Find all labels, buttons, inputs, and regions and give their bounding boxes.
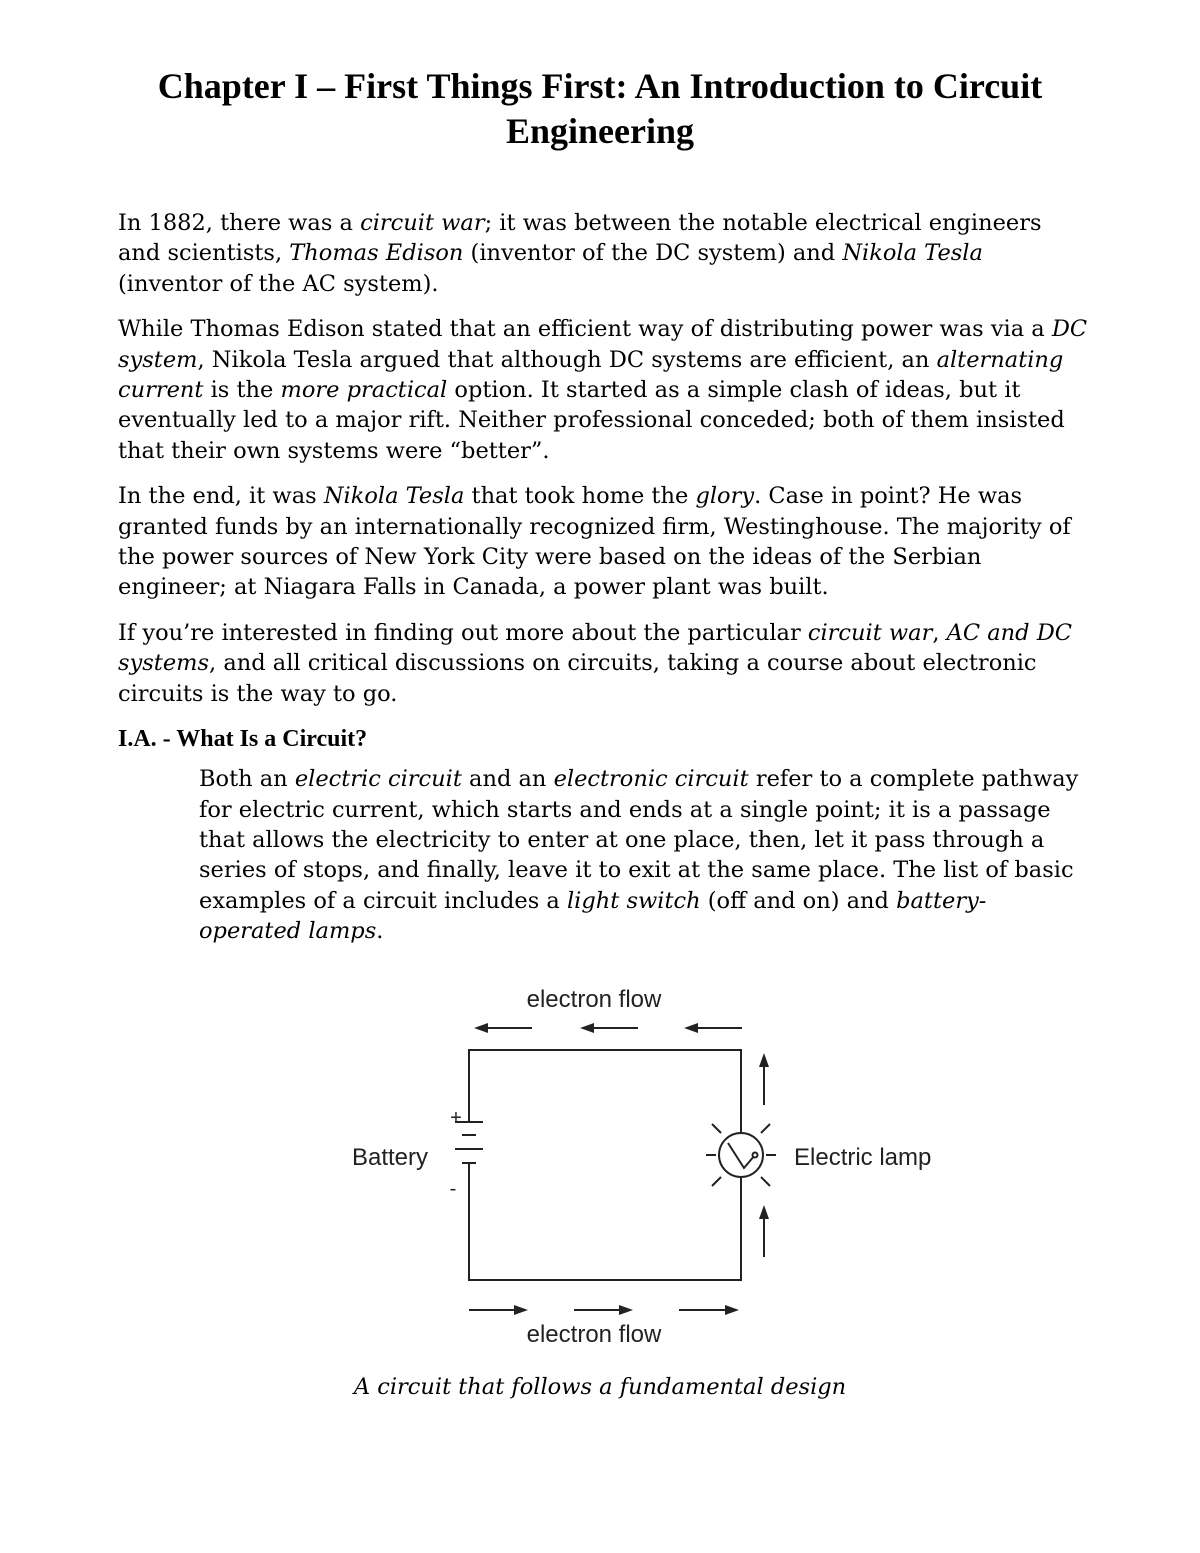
bottom-flow-arrows <box>469 1305 739 1315</box>
italic-text-run: glory <box>695 483 755 510</box>
text-run: In the end, it was <box>118 483 324 510</box>
text-run: that took home the <box>464 483 696 510</box>
top-arrow-1 <box>474 1023 532 1033</box>
text-run: If you’re interested in finding out more about the particular <box>118 619 808 646</box>
paragraph-5 <box>199 764 1088 946</box>
section-heading: I.A. - What Is a Circuit? <box>118 726 368 753</box>
bottom-arrow-1 <box>469 1305 528 1315</box>
circuit-diagram-svg <box>300 975 1000 1345</box>
text-run: . Case in point? He was granted funds by an internationally recognized firm, Westinghouse. The majority of the power sources of New York City were based on the ideas of the Serbian engineer; at Niagara Falls in Canada, a power plant was built. <box>118 483 1071 601</box>
lamp-label: Electric lamp <box>794 1144 932 1171</box>
figure-caption: A circuit that follows a fundamental design <box>353 1374 847 1400</box>
top-flow-arrows <box>474 1023 742 1033</box>
italic-text-run: Nikola Tesla <box>323 483 465 510</box>
paragraph-4 <box>118 618 1088 709</box>
battery-label: Battery <box>351 1144 428 1171</box>
italic-text-run: more practical <box>280 377 448 404</box>
italic-text-run: light switch <box>566 887 701 914</box>
bottom-arrow-2 <box>574 1305 633 1315</box>
circuit-diagram <box>300 975 1000 1345</box>
text-run: , and all critical discussions on circuits, taking a course about electronic circuits is the way to go. <box>118 650 1037 707</box>
paragraph-3 <box>118 481 1088 603</box>
italic-text-run: electric circuit <box>294 766 462 793</box>
italic-text-run: battery-operated lamps <box>199 887 987 945</box>
italic-text-run: DC system <box>118 316 1088 373</box>
text-run: (inventor of the DC system) and <box>463 240 843 267</box>
top-arrow-3 <box>684 1023 742 1033</box>
italic-text-run: electronic circuit <box>553 766 749 793</box>
circuit-wires <box>469 1050 741 1280</box>
text-run: refer to a complete pathway for electric current, which starts and ends at a single point; it is a passage that allows the electricity to enter at one place, then, let it pass through a series of stops, and finally, leave it to exit at the same place. The list of basic examples of a circuit includes a <box>199 766 1079 914</box>
italic-text-run: circuit war <box>807 619 933 646</box>
top-arrow-2 <box>580 1023 638 1033</box>
document-body <box>118 208 1088 962</box>
italic-text-run: circuit war <box>360 210 485 236</box>
text-run: , <box>932 619 947 646</box>
bottom-arrow-3 <box>679 1305 739 1315</box>
top-electron-flow-label: electron flow <box>526 986 662 1013</box>
text-run: and an <box>461 766 554 793</box>
text-run: ; it was between the notable electrical engineers and scientists, <box>118 210 1042 267</box>
text-run: While Thomas Edison stated that an efficient way of distributing power was via a <box>118 316 1052 343</box>
battery-plus-sign: + <box>450 1107 462 1129</box>
paragraph-2 <box>118 314 1088 466</box>
text-run: In 1882, there was a <box>118 210 361 236</box>
text-run: option. It started as a simple clash of ideas, but it eventually led to a major rift. Neither professional conceded; both of them insisted that their own systems were “better”. <box>118 377 1065 464</box>
right-arrow-lower <box>759 1205 769 1257</box>
right-arrow-upper <box>759 1053 769 1105</box>
text-run: (off and on) and <box>700 887 897 914</box>
paragraph-1 <box>118 208 1088 299</box>
battery-minus-sign: - <box>449 1178 457 1200</box>
lamp-symbol <box>719 1133 763 1177</box>
italic-text-run: AC and DC systems <box>118 619 1072 677</box>
text-run: Both an <box>199 766 295 793</box>
italic-text-run: Nikola Tesla <box>842 240 983 267</box>
text-run: , Nikola Tesla argued that although DC systems are efficient, an <box>197 346 937 373</box>
bottom-electron-flow-label: electron flow <box>526 1321 662 1345</box>
text-run: . <box>376 918 384 945</box>
chapter-title: Chapter I – First Things First: An Introduction to Circuit Engineering <box>157 66 1043 151</box>
text-run: is the <box>203 377 281 404</box>
italic-text-run: Thomas Edison <box>289 240 464 267</box>
italic-text-run: alternating current <box>118 346 1064 404</box>
text-run: (inventor of the AC system). <box>118 270 439 297</box>
